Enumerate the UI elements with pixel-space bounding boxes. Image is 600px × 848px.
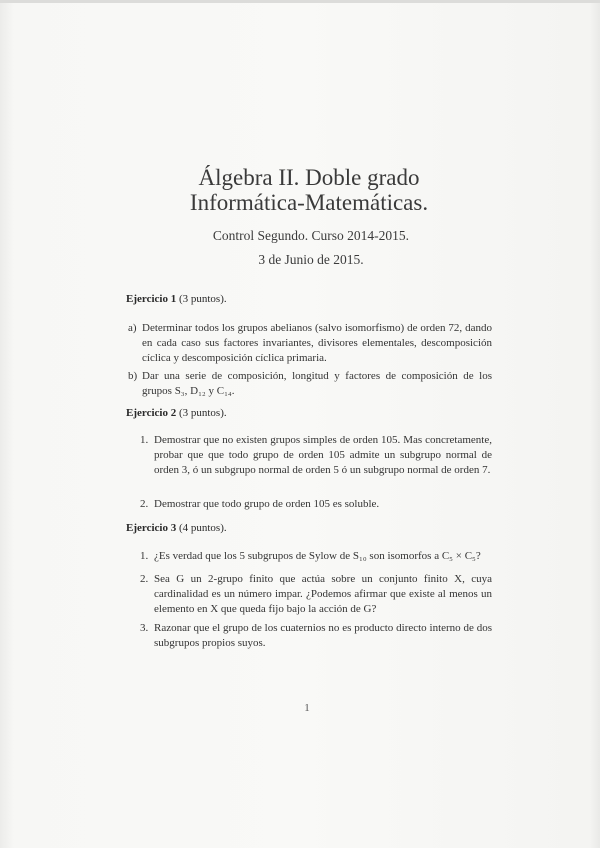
exercise-3-title: Ejercicio 3: [126, 522, 177, 534]
exercise-2-title: Ejercicio 2: [126, 407, 177, 419]
exercise-1-heading: [126, 293, 227, 305]
item-text: Dar una serie de composición, longitud y factores de composición de los grupos S₃, D₁₂ y C₁₄.: [142, 370, 492, 397]
item-label: 3.: [140, 622, 149, 634]
exercise-2-item-1: [140, 433, 492, 478]
document-date: 3 de Junio de 2015.: [258, 252, 364, 267]
exercise-3-heading: [126, 522, 227, 534]
item-text: Determinar todos los grupos abelianos (salvo isomorfismo) de orden 72, dando en cada caso sus factores invariantes, divisores elementales, descomposición cíclica y descomposición cíclica primaria.: [142, 322, 492, 364]
item-label: 2.: [140, 498, 149, 510]
exercise-3-item-3: [140, 621, 492, 651]
item-text: Demostrar que todo grupo de orden 105 es soluble.: [154, 498, 380, 510]
item-text: Sea G un 2-grupo finito que actúa sobre un conjunto finito X, cuya cardinalidad es un número impar. ¿Podemos afirmar que existe al menos un elemento en X que queda fijo bajo la acción de G?: [154, 573, 492, 615]
exercise-2-points: (3 puntos).: [178, 407, 227, 419]
exercise-1-item-b: [128, 369, 492, 399]
item-text: ¿Es verdad que los 5 subgrupos de Sylow de S₁₀ son isomorfos a C₅ × C₅?: [154, 550, 481, 562]
exercise-3-item-2: [140, 572, 492, 617]
exercise-3-item-1: [140, 549, 494, 564]
document-subtitle: Control Segundo. Curso 2014-2015.: [212, 228, 410, 243]
page-edge: [0, 0, 600, 3]
document-title-line1: Álgebra II. Doble grado: [198, 165, 420, 190]
item-text: Demostrar que no existen grupos simples de orden 105. Mas concretamente, probar que que todo grupo de orden 105 admite un subgrupo normal de orden 3, ó un subgrupo normal de orden 5 ó un subgrupo normal de orden 7.: [154, 434, 492, 476]
item-label: a): [128, 322, 137, 334]
exercise-1-points: (3 puntos).: [178, 293, 227, 305]
item-text: Razonar que el grupo de los cuaternios no es producto directo interno de dos subgrupos propios suyos.: [154, 622, 492, 649]
page-number: 1: [304, 702, 310, 714]
exercise-1-item-a: [128, 321, 492, 366]
item-label: b): [128, 370, 138, 382]
item-label: 2.: [140, 573, 149, 585]
item-label: 1.: [140, 434, 149, 446]
item-label: 1.: [140, 550, 149, 562]
exercise-1-title: Ejercicio 1: [126, 293, 177, 305]
exercise-3-points: (4 puntos).: [178, 522, 227, 534]
exercise-2-heading: [126, 407, 227, 419]
document-title-line2: Informática-Matemáticas.: [189, 190, 429, 215]
exercise-2-item-2: [140, 497, 492, 512]
